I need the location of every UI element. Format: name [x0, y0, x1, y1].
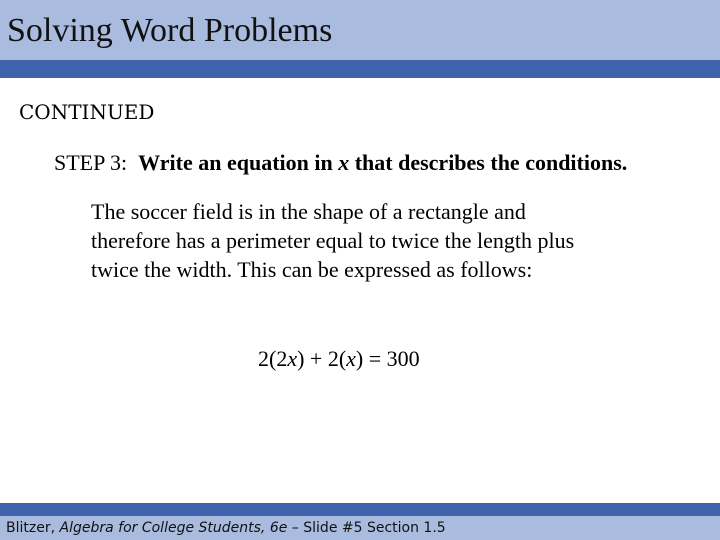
equation — [258, 346, 420, 372]
footer-citation — [6, 520, 446, 536]
title-stripe — [0, 60, 720, 78]
step-variable: x — [338, 150, 350, 175]
step-label: STEP 3: — [54, 150, 128, 175]
step-heading — [54, 150, 627, 176]
body-line: The soccer field is in the shape of a rectangle and — [91, 199, 526, 224]
footer-author: Blitzer, — [6, 520, 60, 536]
step-text-after: that describes the conditions. — [349, 150, 628, 175]
equation-part: ) + 2( — [297, 346, 347, 371]
continued-label: CONTINUED — [19, 100, 155, 124]
body-line: therefore has a perimeter equal to twice the length plus — [91, 228, 575, 253]
step-text-before: Write an equation in — [138, 150, 339, 175]
equation-variable: x — [346, 346, 356, 371]
footer-stripe — [0, 503, 720, 516]
footer-book: Algebra for College Students, 6e — [59, 520, 288, 536]
equation-part: 2(2 — [258, 346, 288, 371]
equation-part: ) = 300 — [355, 346, 420, 371]
body-paragraph — [91, 197, 651, 284]
body-line: twice the width. This can be expressed as follows: — [91, 257, 533, 282]
equation-variable: x — [287, 346, 298, 371]
footer-slide-info: – Slide #5 Section 1.5 — [287, 520, 446, 536]
slide-title: Solving Word Problems — [7, 12, 333, 49]
step-text — [138, 150, 627, 175]
